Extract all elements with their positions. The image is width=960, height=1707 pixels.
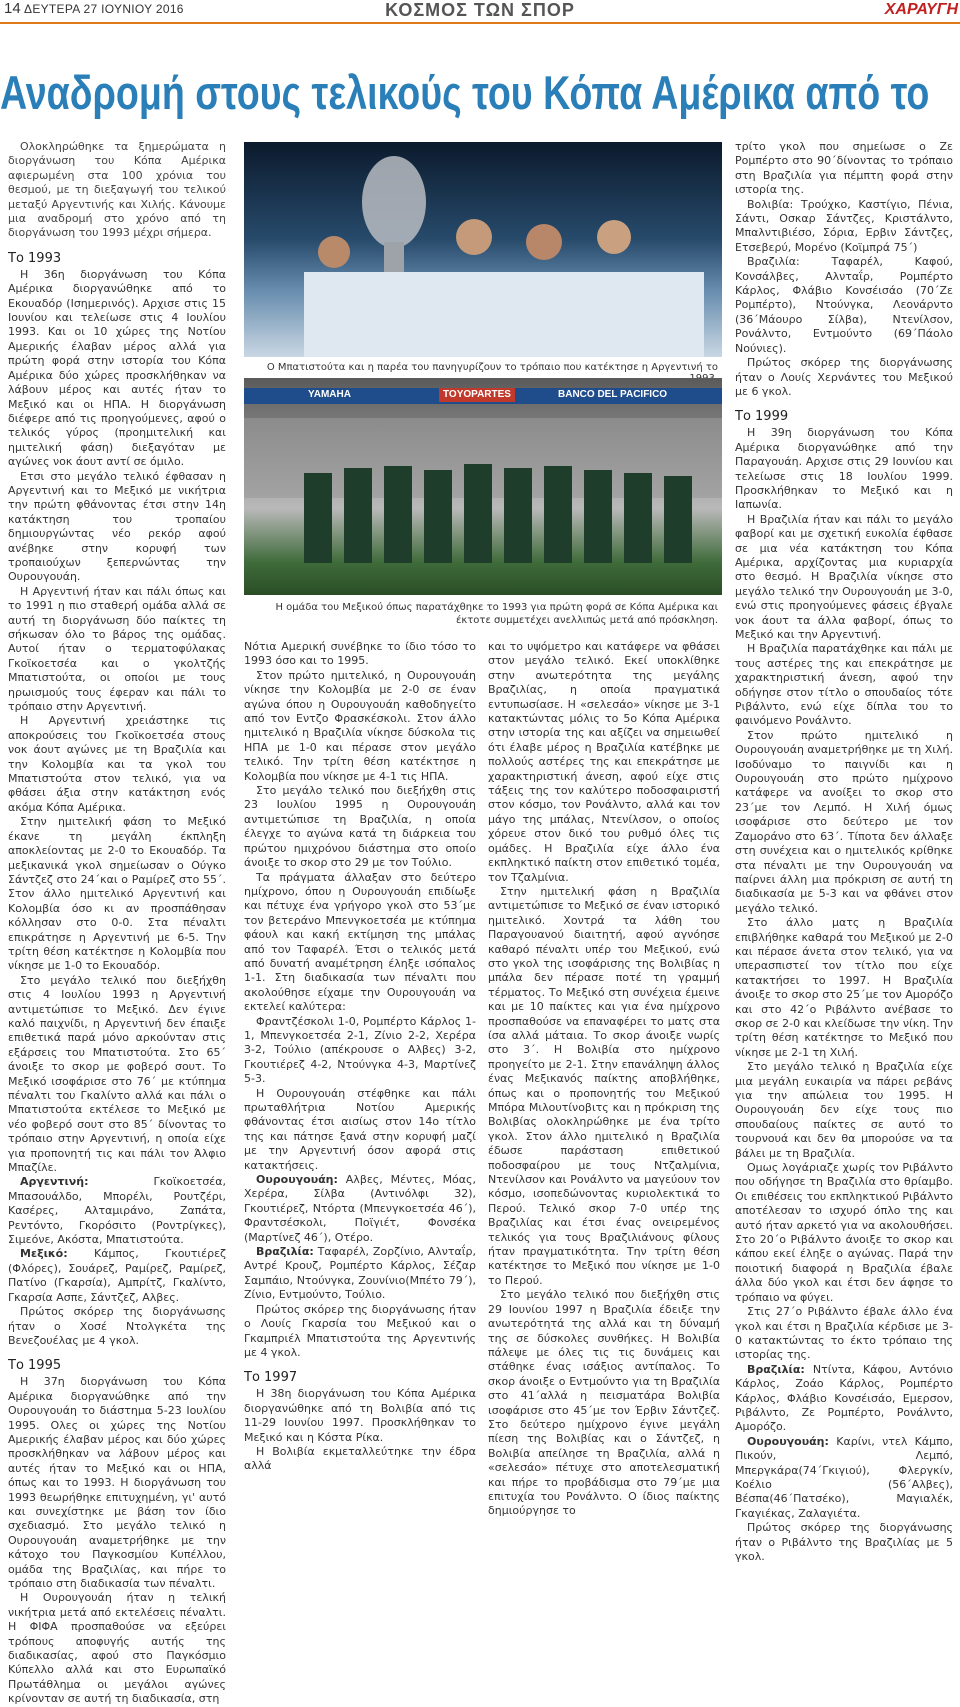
paragraph: Στον πρώτο ημιτελικό η Ουρουγουάη αναμετρήθηκε με τη Χιλή. Ισοδύναμο το παιγνίδι και η Ουρουγουάη στο πρώτο ημίχρονο κατάφερε να ανοίξει το σκορ στο 23΄με τον Λεμπό. Η Χιλή όμως ισοφάρισε στο δεύτερο με τον Ζαμοράνο στο 63΄. Τίποτα δεν άλλαξε στη συνέχεια και ο ημιτελικός κρίθηκε στα πέναλτι με την Ουρουγουάη να παίρνει άλλη μια πρόκριση σε αυτή τη διαδικασία με 5-3 και να φθάνει στον μεγάλο τελικό. [735, 728, 953, 915]
column-4 [735, 140, 954, 1563]
lineup-label: Βολιβία: [747, 197, 794, 211]
page-number: 14 [4, 0, 21, 17]
lineup-label: Βραζιλία: [747, 1362, 805, 1376]
paragraph: Στο άλλο ματς η Βραζιλία επιβλήθηκε καθαρά του Μεξικού με 2-0 και πέρασε άνετα στον τελικό, για να υπερασπιστεί τον τίτλο που είχε κατακτήσει το 1997. Η Βραζιλία άνοιξε το σκορ στο 25΄με τον Αμορόζο και στο 42΄ο Ριβάλντο ανέβασε το σκορ σε 2-0 και κλείδωσε την νίκη. Την τρίτη θέση κατέκτησε το Μεξικό που νίκησε με 2-1 τη Χιλή. [735, 916, 953, 1059]
lineup-brazil [244, 1245, 476, 1303]
lineup-text: Τρούχκο, Καστίγιο, Πένια, Σάντι, Οσκαρ Σάντζες, Κριστάλντο, Μπαλντιβιέσο, Σόρια, Ερβιν Σάντζες, Ετσεβερύ, Μορένο (Κοϊμπρά 75΄) [735, 197, 953, 254]
paragraph: Πρώτος σκόρερ της διοργάνωσης ήταν ο Λουίς Γκαρσία του Μεξικού και ο Γκαμπριέλ Μπατιστούτα της Αργεντινής με 4 γκολ. [244, 1302, 476, 1359]
paragraph: Πρώτος σκόρερ της διοργάνωσης ήταν ο Ριβάλντο της Βραζιλίας με 5 γκολ. [735, 1521, 953, 1563]
column-3 [488, 640, 720, 1518]
stadium-banner: YAMAHA [304, 388, 355, 402]
paragraph: Στην ημιτελική φάση η Βραζιλία αντιμετώπισε το Μεξικό σε έναν ιστορικό ημιτελικό. Χοντρά τα λάθη του Παραγουανού διαιτητή, αφού αγνόησε καθαρό πέναλτι υπέρ του Μεξικού, ενώ στο γκολ της ισοφάρισης της Βολιβίας η μπάλα δεν πέρασε ποτέ τη γραμμή τέρματος. Το Μεξικό στη συνέχεια έμεινε και με 10 παίκτες και για ένα ημίχρονο προσπαθούσε να επαναφέρει το ματς στα ίσα αλλά μάταια. Το σκορ άνοιξε νωρίς στο 3΄. Η Βολιβία στο ημίχρονο προηγείτο με 2-1. Στην επανάληψη άλλος ένας Μεξικανός παίκτης αποβλήθηκε, όπως και ο προπονητής του Μεξικού Μπόρα Μιλουτίνοβιτς και η πρόκριση της Βολιβίας ολοκληρώθηκε με ένα τρίτο γκολ. Στον άλλο ημιτελικό η Βραζιλία έδωσε παράσταση επιθετικού ποδοσφαίρου με τους Ντζαλμίνια, Ντενίλσον και Ρονάλντο να μαγεύουν τον κόσμο, ισοπεδώνοντας κυριολεκτικά το Περού. Τελικό σκορ 7-0 υπέρ της Βραζιλίας και έτσι ένας ονειρεμένος τελικός για τους Βραζιλιάνους φίλους ήταν πραγματικότητα. Την τρίτη θέση κατέκτησε το Μεξικό που νίκησε με 1-0 το Περού. [488, 884, 720, 1287]
paragraph: Στο μεγάλο τελικό που διεξήχθη στις 23 Ιουλίου 1995 η Ουρουγουάη αντιμετώπισε τη Βραζιλία, η οποία έλεγχε το αγώνα κατά τη διάρκεια του πρώτου ημιχρόνου διάστημα στο οποίο άνοιξε το σκορ στο 29 με τον Τούλιο. [244, 784, 476, 870]
paragraph: Η 39η διοργάνωση του Κόπα Αμέρικα διοργανώθηκε από την Παραγουάη. Αρχισε στις 29 Ιουνίου και τελείωσε στις 18 Ιουλίου 1999. Προσκλήθηκαν το Μεξικό και η Ιαπωνία. [735, 426, 953, 512]
lineup-text: Γκοϊκοετσέα, Μπασουάλδο, Μπορέλι, Ρουτζέρι, Κασέρες, Αλταμιράνο, Ζαπάτα, Ρεντόντο, Γκορόσιτο (Ροντρίγκες), Σιμεόνε, Ακόστα, Μπατιστούτα. [8, 1175, 226, 1247]
lineup-argentina [8, 1175, 226, 1247]
stadium-banner: BANCO DEL PACIFICO [554, 388, 671, 402]
paragraph: Η Αργεντινή ήταν και πάλι όπως και το 1991 η πιο σταθερή ομάδα αλλά σε αυτή τη διοργάνωση δύο παίκτες τη σήκωσαν όλο το βάρος της ομάδας. Αυτοί ήταν ο τερματοφύλακας Γκοϊκοετσέα και ο γκολτζής Μπατιστούτα, οι οποίοι με τους ηρωισμούς τους έφεραν και πάλι το τρόπαιο στην Αργεντινή. [8, 584, 226, 714]
paragraph: Η Βραζιλία ήταν και πάλι το μεγάλο φαβορί και με σχετική ευκολία έφθασε σε μια νέα κατάκτηση του Κόπα Αμέρικα, αρχίζοντας μια κυριαρχία στο θεσμό. Η Βραζιλία νίκησε στο μεγάλο τελικό την Ουρουγουάη με 3-0, ενώ στις προηγούμενες φάσεις έβγαλε νοκ άουτ τα άλλα φαβορί, όπως το Μεξικό και την Αργεντινή. [735, 512, 953, 641]
column-2 [244, 640, 476, 1473]
publication-logo: ΧΑΡΑΥΓΗ [884, 1, 958, 18]
lineup-mexico [8, 1247, 226, 1305]
lineup-uruguay-1999 [735, 1435, 953, 1521]
paragraph: Στις 27΄ο Ριβάλντο έβαλε άλλο ένα γκολ και έτσι η Βραζιλία κέρδισε με 3-0 κατακτώντας το έκτο τρόπαιο της ιστορίας της. [735, 1305, 953, 1362]
paragraph: Η Ουρουγουάη στέφθηκε και πάλι πρωταθλήτρια Νοτίου Αμερικής φθάνοντας έτσι αισίως στον 14ο τίτλο της και πάτησε ξανά στην κορυφή μαζί με την Αργεντινή όσον αφορά στις κατακτήσεις. [244, 1086, 476, 1172]
mexico-team-photo [244, 378, 722, 595]
header-rule [0, 22, 960, 24]
lineup-text: Ταφαρέλ, Ζορζίνιο, Αλνταΐρ, Αντρέ Κρουζ, Ρομπέρτο Κάρλος, Σέζαρ Σαμπάιο, Ντούνγκα, Ζουνίνιο(Μπέτο 79΄), Ζίνιο, Εντμούντο, Τούλιο. [244, 1245, 476, 1302]
paragraph: Πρώτος σκόρερ της διοργάνωσης ήταν ο Χοσέ Ντολγκέτα της Βενεζουέλας με 4 γκολ. [8, 1305, 226, 1347]
trophy-celebration-photo [244, 142, 722, 357]
subhead-1997: Το 1997 [244, 1370, 298, 1386]
subhead-1995: Το 1995 [8, 1358, 62, 1374]
paragraph: Τα πράγματα άλλαξαν στο δεύτερο ημίχρονο, όπου η Ουρουγουάη επιδίωξε και πέτυχε ένα γρήγορο γκολ στο 53΄με τον βετεράνο Μπενγκοετσέα με κτύπημα φάουλ και κακή εκτίμηση της μπάλας από τον Ταφαρέλ. Έτσι ο τελικός μετά από δυνατή αναμέτρηση έληξε ισόπαλος 1-1. Στη διαδικασία των πέναλτι που ακολούθησε είχαμε την Ουρουγουάη να εκτελεί καλύτερα: [244, 870, 476, 1014]
intro: Ολοκληρώθηκε τα ξημερώματα η διοργάνωση του Κόπα Αμέρικα αφιερωμένη στα 100 χρόνια του θεσμού, με τη διεξαγωγή του τελικού μεταξύ Αργεντινής και Χιλής. Κάνουμε μια αναδρομή στο χρόνο από τη διοργάνωση του 1993 μέχρι σήμερα. [8, 140, 226, 240]
section-title: ΚΟΣΜΟΣ ΤΩΝ ΣΠΟΡ [385, 0, 575, 20]
paragraph: Η Βραζιλία παρατάχθηκε και πάλι με τους αστέρες της και επεκράτησε με χαρακτηριστική άνεση, αφού την οδήγησε στον τίτλο ο σπουδαίος τότε Ριβάλντο, ενώ είχε δίπλα του το φαινόμενο Ρονάλντο. [735, 642, 953, 728]
photo-illustration [244, 142, 722, 357]
headline: Αναδρομή στους τελικούς του Κόπα Αμέρικα από το [0, 66, 930, 119]
subhead-1999: Το 1999 [735, 409, 789, 425]
paragraph: Ομως λογάριαζε χωρίς τον Ριβάλντο που οδήγησε τη Βραζιλία στο θρίαμβο. Οι επιθέσεις του εκπληκτικού Ριβάλντο αποτέλεσαν το ισχυρό όπλο της και αυτό ήταν αρκετό για να ακολουθήσει. Στο 20΄ο Ριβάλντο άνοιξε το σκορ και κάπου εκεί έληξε ο αγώνας. Παρά την ποιοτική διαφορά η Βραζιλία έβαλε άλλα δύο γκολ και έτσι δεν άφησε το τρόπαιο να φύγει. [735, 1161, 953, 1304]
paragraph: Η Ουρουγουάη ήταν η τελική νικήτρια μετά από εκτελέσεις πέναλτι. Η ΦΙΦΑ προσπαθούσε να εξεύρει τρόπους αποφυγής αυτής της διαδικασίας, αφού στο Παγκόσμιο Κύπελλο αλλά και στο Ευρωπαϊκό Πρωτάθλημα οι μεγάλοι αγώνες κρίνονταν σε αυτή τη διαδικασία, στη [8, 1591, 226, 1706]
paragraph: Στο μεγάλο τελικό που διεξήχθη στις 29 Ιουνίου 1997 η Βραζιλία έδειξε την ανωτερότητά της αλλά και τη δύναμή της σε δύσκολες συνθήκες. Η Βολιβία πάλεψε με όλες τις τις δυνάμεις και στάθηκε ένας ισάξιος αντίπαλος. Το σκορ άνοιξε ο Εντμούντο για τη Βραζιλία στο 41΄αλλά η πεισματάρα Βολιβία ισοφάρισε στο 45΄με τον Έρβιν Σάντζεζ. Στο δεύτερο ημίχρονο έγινε μεγάλη πίεση της Βολιβίας και ο Σάντζεζ, η Βολιβία απείλησε τη Βραζιλία, αλλά η «σελεσάο» πέτυχε στο αποτελεσματική και πήρε το προβάδισμα στο 79΄με μια επιτυχία του Ρονάλντο. Ο ίδιος παίκτης δημιούργησε το [488, 1288, 720, 1518]
page-header [0, 0, 960, 22]
issue-date: ΔΕΥΤΕΡΑ 27 ΙΟΥΝΙΟΥ 2016 [24, 2, 184, 16]
paragraph: Στην ημιτελική φάση το Μεξικό έκανε τη μεγάλη έκπληξη αποκλείοντας με 2-0 το Εκουαδόρ. Τα μεξικανικά γκολ σημείωσαν ο Ούγκο Σάντζεζ στο 24΄και ο Ραμίρεζ στο 55΄. Στον άλλο ημιτελικό Αργεντινή και Κολομβία όσο κι αν προσπάθησαν κόλλησαν στο 0-0. Στα πέναλτι επικράτησε η Αργεντινή με 6-5. Την τρίτη θέση κατέκτησε η Κολομβία που νίκησε με 1-0 το Εκουαδόρ. [8, 815, 226, 973]
column-1 [8, 140, 226, 1706]
lineup-bolivia [735, 198, 953, 256]
lineup-uruguay [244, 1173, 476, 1245]
lineup-label: Μεξικό: [20, 1247, 68, 1261]
lineup-label: Βραζιλία: [747, 255, 800, 269]
paragraph: Στον πρώτο ημιτελικό, η Ουρουγουάη νίκησε την Κολομβία με 2-0 σε έναν αγώνα όπου η Ουρουγουάη καθοδηγείτο από τον Εντζο Φρασκέσκολι. Στον άλλο ημιτελικό η Βραζιλία νίκησε δύσκολα τις ΗΠΑ με 1-0 και πέρασε στον μεγάλο τελικό. Την τρίτη θέση κατέκτησε η Κολομβία που νίκησε με 4-1 τις ΗΠΑ. [244, 668, 476, 783]
lineup-label: Ουρουγουάη: [256, 1173, 338, 1187]
paragraph: Η 38η διοργάνωση του Κόπα Αμέρικα διοργανώθηκε από τη Βολιβία από τις 11-29 Ιουνίου 1997. Προσκλήθηκαν το Μεξικό και η Κόστα Ρίκα. [244, 1387, 476, 1444]
lineup-text: Καρίνι, ντελ Κάμπο, Πικούν, Λεμπό, Μπεργκάρα(74΄Γκιγιού), Φλεργκίν, Κοέλιο (56΄Αλβες), Βέσπα(46΄Πατσέκο), Μαγιαλέκ, Γκαγιέκας, Ζαλαγιέτα. [735, 1434, 953, 1520]
paragraph: Νότια Αμερική συνέβηκε το ίδιο τόσο το 1993 όσο και το 1995. [244, 640, 476, 668]
team-lineup-illustration [244, 378, 722, 595]
paragraph: Η 36η διοργάνωση του Κόπα Αμέρικα διοργανώθηκε από το Εκουαδόρ (Ισημερινός). Αρχισε στις 15 Ιουνίου και τελείωσε στις 4 Ιουλίου 1993. Και οι 10 χώρες της Νοτίου Αμερικής έλαβαν μέρος αλλά για πρώτη φορά στην ιστορία του Κόπα Αμέρικα δύο χώρες προσκλήθηκαν να λάβουν μέρος και αυτές ήταν το Μεξικό και οι ΗΠΑ. Η διοργάνωση διέφερε από τις προηγούμενες, αφού ο τελικός γύρος (προημιτελική και ημιτελική φάση) διεξαγόταν με αγώνες νοκ άουτ αντί σε όμιλο. [8, 267, 226, 469]
lineup-text: Κάμπος, Γκουτιέρεζ (Φλόρες), Σουάρεζ, Ραμίρεζ, Ραμίρεζ, Πατίνο (Γκαρσία), Αμπρίτζ, Γκαλίντο, Γκαρσία Ασπε, Σάντζεζ, Αλβες. [8, 1247, 226, 1304]
lineup-text: Αλβες, Μέντες, Μόας, Χερέρα, Σίλβα (Αντινόλφι 32), Γκουτιέρεζ, Ντόρτα (Μπενγκοετσέα 46΄), Φραντσέσκολι, Ποϊγιέτ, Φονσέκα (Μαρτίνεζ 46΄), Οτέρο. [244, 1173, 476, 1244]
lineup-brazil-1999 [735, 1363, 953, 1435]
lineup-brazil-1997 [735, 255, 953, 356]
lineup-label: Ουρουγουάη: [747, 1434, 829, 1448]
paragraph: Η 37η διοργάνωση του Κόπα Αμέρικα διοργανώθηκε από την Ουρουγουάη το διάστημα 5-23 Ιουλίου 1995. Ολες οι χώρες της Νοτίου Αμερικής έλαβαν μέρος και δύο χώρες προσκλήθηκαν να λάβουν μέρος και αυτές ήταν το Μεξικό και οι ΗΠΑ, όπως και το 1993. Η διοργάνωση του 1993 θεωρήθηκε επιτυχημένη, γι' αυτό και συνεχίστηκε με βάση τον ίδιο σχεδιασμό. Στο μεγάλο τελικό η Ουρουγουάη αναμετρήθηκε με την κάτοχο του Παγκοσμίου Κυπέλλου, ομάδα της Βραζιλίας, και πήρε το τρόπαιο στη διαδικασία των πέναλτι. [8, 1375, 226, 1590]
paragraph: Στο μεγάλο τελικό που διεξήχθη στις 4 Ιουλίου 1993 η Αργεντινή αντιμετώπισε το Μεξικό. Δεν έγινε καλό παιχνίδι, η Αργεντινή δεν έπαιξε επιθετικά παρά μόνο αρκούνταν στις εξάρσεις του Μπατιστούτα. Στο 65΄ άνοιξε το σκορ με φοβερό σουτ. Το Μεξικό ισοφάρισε στο 76΄ με κτύπημα πέναλτι του Γκαλίντο αλλά και πάλι ο Μπατιστούτα εκτέλεσε το Μεξικό με νέο φοβερό σουτ στο 85΄ δίνοντας το τρόπαιο στην Αργεντινή, η οποία είχε για προπονητή τις και πάλι τον Άλφιο Μπαζίλε. [8, 973, 226, 1175]
paragraph: Ετσι στο μεγάλο τελικό έφθασαν η Αργεντινή και το Μεξικό με νικήτρια την πρώτη φθάνοντας έτσι στην 14η κατάκτηση του τροπαίου δημιουργώντας νέο ρεκόρ αφού ανέβηκε στην κορυφή των τροπαιούχων ξεπερνώντας την Ουρουγουάη. [8, 469, 226, 584]
photo-caption-2: Η ομάδα του Μεξικού όπως παρατάχθηκε το 1993 για πρώτη φορά σε Κόπα Αμέρικα και έκτοτε συμμετέχει ανελλιπώς μετά από πρόσκληση. [275, 602, 718, 626]
paragraph: Πρώτος σκόρερ της διοργάνωσης ήταν ο Λουίς Χερνάντες του Μεξικού με 6 γκολ. [735, 356, 953, 398]
paragraph: Φραντζέσκολι 1-0, Ρομπέρτο Κάρλος 1-1, Μπενγκοετσέα 2-1, Ζίνιο 2-2, Χερέρα 3-2, Τούλιο (απέκρουσε ο Αλβες) 3-2, Γκουτιέρεζ 4-2, Ντούνγκα 4-3, Μαρτίνεζ 5-3. [244, 1014, 476, 1086]
lineup-text: Ταφαρέλ, Καφού, Κονσάλβες, Αλνταΐρ, Ρομπέρτο Κάρλος, Φλάβιο Κονσέισάο (70΄Ζε Ρομπέρτο), Ντούνγκα, Λεονάρντο (36΄Μάουρο Σίλβα), Ντενίλσον, Ρονάλντο, Εντμούντο (69΄Πάολο Νούνιες). [735, 255, 953, 355]
lineup-text: Ντίντα, Κάφου, Αντόνιο Κάρλος, Ζοάο Κάρλος, Ρομπέρτο Κάρλος, Φλάβιο Κονσέισάο, Εμερσον, Ριβάλντο, Ζε Ρομπέρτο, Ρονάλντο, Αμορόζο. [735, 1362, 954, 1434]
stadium-banner: TOYOPARTES [439, 388, 515, 402]
paragraph: και το υψόμετρο και κατάφερε να φθάσει στον μεγάλο τελικό. Εκεί υποκλίθηκε στην ανωτερότητα της μεγάλης Βραζιλίας, η οποία πραγματικά εντυπωσίασε. Η «σελεσάο» νίκησε με 3-1 κατακτώντας μόλις το 5ο Κόπα Αμέρικα στην ιστορία της και αξίζει να σημειωθεί ότι έλαβε μέρος η Βραζιλία κατέβηκε με πολλούς αστέρες της και επεκράτησε με χαρακτηριστική άνεση, αφού είχε στις τάξεις της τον καλύτερο ποδοσφαιριστή στον κόσμο, τον Ρονάλντο, αλλά και τον μάγο της μπάλας, Ντενίλσον, ο οποίος χόρευε στον δικό του ρυθμό όλες τις ομάδες. Η Βραζιλία είχε άλλο ένα εκπληκτικό παίκτη στον επιθετικό τομέα, τον Τζαλμίνια. [488, 640, 720, 884]
lineup-label: Βραζιλία: [256, 1245, 314, 1259]
photo-caption-1: Ο Μπατιστούτα και η παρέα του πανηγυρίζουν το τρόπαιο που κατέκτησε η Αργεντινή το [266, 362, 718, 373]
subhead-1993: Το 1993 [8, 250, 62, 266]
paragraph: Η Βολιβία εκμεταλλεύτηκε την έδρα αλλά [244, 1444, 476, 1473]
paragraph: Η Αργεντινή χρειάστηκε τις αποκρούσεις του Γκοϊκοετσέα στους νοκ άουτ αγώνες με τη Βραζιλία και την Κολομβία και τα γκολ του Μπατιστούτα στον τελικό, για να φθάσει άξια στην κατάκτηση ενός ακόμα Κόπα Αμέρικα. [8, 714, 226, 814]
lineup-label: Αργεντινή: [20, 1175, 89, 1189]
paragraph: Στο μεγάλο τελικό η Βραζιλία είχε μια μεγάλη ευκαιρία να πάρει ρεβάνς για την απώλεια του 1995. Η Ουρουγουάη δεν είχε τους πιο σπουδαίους παίκτες σε αυτό το τουρνουά και δεν θα μπορούσε να τα βάλει με τη Βραζιλία. [735, 1060, 953, 1160]
paragraph: τρίτο γκολ που σημείωσε ο Ζε Ρομπέρτο στο 90΄δίνοντας το τρόπαιο στη Βραζιλία για πέμπτη φορά στην ιστορία της. [735, 140, 953, 197]
